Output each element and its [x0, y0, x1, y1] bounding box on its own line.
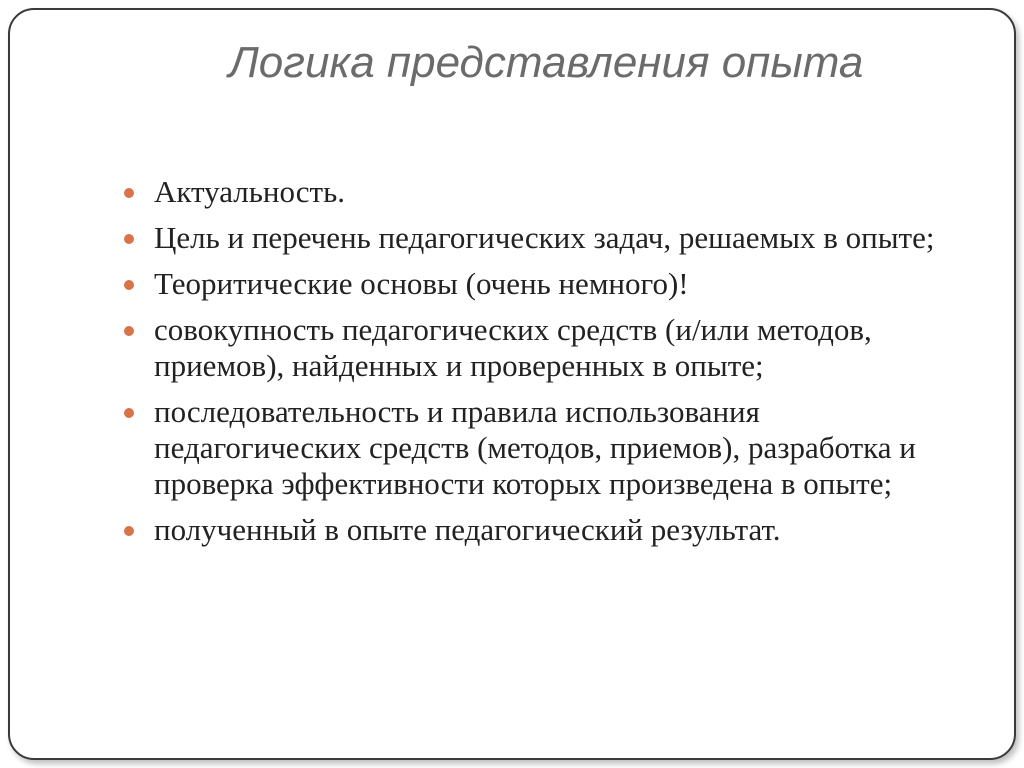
bullet-text: последовательность и правила использования педагогических средств (методов, приемов), разработка и проверка эффективности которых произведена в опыте; [154, 394, 916, 501]
bullet-text: Теоритические основы (очень немного)! [154, 266, 689, 301]
bullet-dot-icon [124, 408, 134, 418]
slide-title: Логика представления опыта [228, 38, 864, 87]
bullet-dot-icon [124, 326, 134, 336]
bullet-item-4 [118, 312, 938, 384]
bullet-dot-icon [124, 188, 134, 198]
bullet-list [118, 174, 938, 558]
bullet-item-2 [118, 220, 938, 256]
bullet-text: Цель и перечень педагогических задач, решаемых в опыте; [154, 220, 935, 255]
bullet-item-6 [118, 512, 938, 548]
bullet-text: Актуальность. [154, 174, 345, 209]
bullet-dot-icon [124, 526, 134, 536]
bullet-item-3 [118, 266, 938, 302]
bullet-dot-icon [124, 234, 134, 244]
bullet-text: полученный в опыте педагогический результат. [154, 512, 781, 547]
bullet-text: совокупность педагогических средств (и/или методов, приемов), найденных и проверенных в опыте; [154, 312, 872, 383]
bullet-item-1 [118, 174, 938, 210]
bullet-dot-icon [124, 280, 134, 290]
slide-frame [8, 8, 1016, 760]
bullet-item-5 [118, 394, 938, 502]
